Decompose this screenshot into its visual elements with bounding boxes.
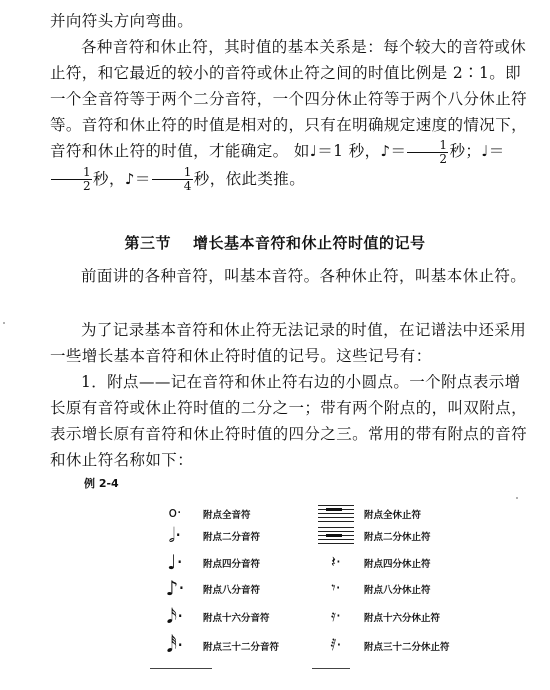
rest-name-label: 附点十六分休止符 [364,613,441,624]
dotted-whole-note-icon: o· [168,505,182,521]
note-name-label: 附点八分音符 [203,585,261,596]
note-name-label: 附点全音符 [203,510,251,521]
section-title: 增长基本音符和休止符时值的记号 [193,234,426,252]
example-row-sixteenth [0,606,550,628]
dotted-sixteenth-note-icon: 𝅘𝅥𝅯· [166,604,184,628]
paragraph-text: 各种音符和休止符，其时值的基本关系是：每个较大的音符或休止符，和它最近的较小的音符或休止符之间的时值比例是 2∶1。即一个全音符等于两个二分音符，一个四分休止符等于两个八分休止符等。音符和休止符的时值是相对的，只有在明确规定速度的情况下，音符和休止符的时值，才能确定。 如 [50,38,528,160]
note-name-label: 附点十六分音符 [203,613,270,624]
dotted-quarter-note-icon: ♩· [167,550,183,574]
scan-speck [3,322,5,324]
example-row-whole [0,503,550,525]
example-row-eighth [0,578,550,600]
cropped-line-right [312,668,350,669]
cropped-line-left [150,668,212,669]
note-name-label: 附点三十二分音符 [203,642,280,653]
dotted-sixteenth-rest-icon: 𝄿· [331,606,341,625]
seconds-text: 秒， [93,169,125,188]
paragraph-extension-marks: 为了记录基本音符和休止符无法记录的时值，在记谱法中还采用一些增长基本音符和休止符时值的记号。这些记号有： [50,321,527,365]
rest-name-label: 附点八分休止符 [364,585,431,596]
rest-name-label: 附点四分休止符 [364,559,431,570]
section-heading [0,232,550,253]
equals-sign: ＝ [488,142,505,160]
half-rest-icon [318,527,354,547]
fraction-one-half [51,166,92,193]
seconds-text: 秒； [449,142,482,160]
rest-name-label: 附点全休止符 [364,510,422,521]
fraction-numerator: 1 [51,166,92,180]
section-number: 第三节 [124,234,171,252]
fraction-one-quarter [152,166,193,193]
fraction-one-half [407,139,448,166]
equals-sign: ＝ [134,169,151,188]
dotted-thirty-second-note-icon: 𝅘𝅥𝅰· [166,633,184,657]
example-label: 例 2-4 [84,477,119,490]
eighth-note-icon: ♪ [124,169,135,188]
equals-sign: ＝ [390,142,407,160]
fraction-denominator: 2 [439,151,448,166]
scan-speck [516,497,518,499]
example-row-thirty-second [0,635,550,657]
rest-block [326,534,342,537]
example-row-half [0,525,550,547]
dotted-quarter-rest-icon: 𝄽· [331,552,341,571]
fraction-denominator: 2 [83,179,92,193]
paragraph-time-value-relation [50,34,530,193]
rest-block [326,508,342,511]
paragraph-dot-definition: 1．附点——记在音符和休止符右边的小圆点。一个附点表示增长原有音符或休止符时值的二分之一；带有两个附点的，叫双附点，表示增长原有音符和休止符时值的四分之三。常用的带有附点的音符和休止符名称如下： [50,373,528,469]
equals-one-second: ＝1 秒， [317,142,381,160]
dotted-eighth-note-icon: ♪· [165,576,185,600]
rest-name-label: 附点二分休止符 [364,532,431,543]
dotted-eighth-rest-icon: 𝄾· [331,578,341,597]
dotted-thirty-second-rest-icon: 𝅀· [330,635,342,654]
eighth-note-icon: ♪ [380,142,391,160]
note-name-label: 附点二分音符 [203,532,261,543]
rest-name-label: 附点三十二分休止符 [364,642,450,653]
example-row-quarter [0,552,550,574]
note-name-label: 附点四分音符 [203,559,261,570]
paragraph-continuation: 并向符头方向弯曲。 [50,12,194,30]
fraction-denominator: 4 [183,179,192,193]
paragraph-basic-notes: 前面讲的各种音符，叫基本音符。各种休止符，叫基本休止符。 [81,267,527,285]
quarter-note-icon: ♩ [481,142,489,160]
dotted-half-note-icon: 𝅗𝅥· [168,523,182,547]
quarter-note-icon: ♩ [309,142,318,160]
paragraph-end-text: 秒，依此类推。 [193,169,306,188]
fraction-numerator: 1 [152,166,193,180]
fraction-numerator: 1 [407,139,448,153]
